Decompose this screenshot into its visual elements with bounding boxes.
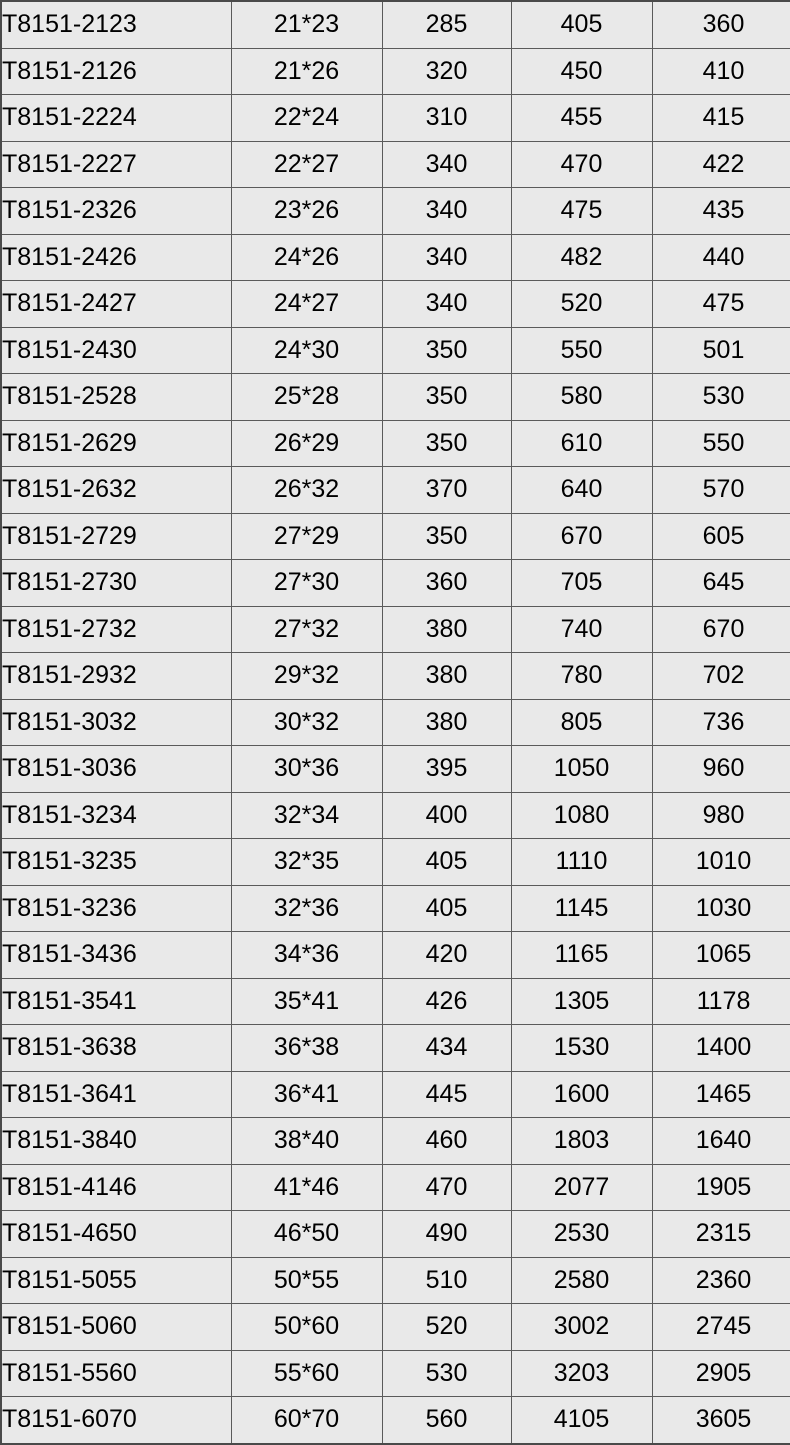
cell-value3: 1465: [652, 1071, 790, 1118]
cell-size: 22*27: [231, 141, 382, 188]
cell-value1: 340: [382, 188, 511, 235]
cell-value1: 470: [382, 1164, 511, 1211]
cell-size: 50*60: [231, 1304, 382, 1351]
cell-model: T8151-2126: [1, 48, 231, 95]
table-row: [1, 1211, 790, 1258]
table-row: [1, 792, 790, 839]
table-row: [1, 1164, 790, 1211]
cell-size: 22*24: [231, 95, 382, 142]
cell-model: T8151-2932: [1, 653, 231, 700]
cell-size: 38*40: [231, 1118, 382, 1165]
cell-value2: 610: [511, 420, 652, 467]
cell-value1: 395: [382, 746, 511, 793]
cell-size: 60*70: [231, 1397, 382, 1444]
cell-value1: 350: [382, 420, 511, 467]
cell-value1: 560: [382, 1397, 511, 1444]
cell-size: 21*23: [231, 1, 382, 48]
cell-value2: 740: [511, 606, 652, 653]
table-row: [1, 327, 790, 374]
cell-size: 30*32: [231, 699, 382, 746]
cell-value2: 1530: [511, 1025, 652, 1072]
cell-model: T8151-5560: [1, 1350, 231, 1397]
cell-model: T8151-2426: [1, 234, 231, 281]
cell-value2: 2530: [511, 1211, 652, 1258]
cell-value1: 340: [382, 141, 511, 188]
cell-value3: 605: [652, 513, 790, 560]
table-row: [1, 746, 790, 793]
table-row: [1, 48, 790, 95]
cell-model: T8151-2730: [1, 560, 231, 607]
cell-model: T8151-2326: [1, 188, 231, 235]
cell-value1: 460: [382, 1118, 511, 1165]
table-row: [1, 1, 790, 48]
table-row: [1, 234, 790, 281]
cell-value2: 780: [511, 653, 652, 700]
cell-value1: 434: [382, 1025, 511, 1072]
cell-value1: 350: [382, 327, 511, 374]
cell-model: T8151-2729: [1, 513, 231, 560]
cell-value3: 2315: [652, 1211, 790, 1258]
cell-value3: 415: [652, 95, 790, 142]
table-row: [1, 1350, 790, 1397]
table-row: [1, 1118, 790, 1165]
table-row: [1, 1025, 790, 1072]
cell-value3: 475: [652, 281, 790, 328]
cell-size: 24*27: [231, 281, 382, 328]
cell-value2: 450: [511, 48, 652, 95]
cell-size: 25*28: [231, 374, 382, 421]
cell-size: 36*38: [231, 1025, 382, 1072]
table-row: [1, 699, 790, 746]
cell-value2: 550: [511, 327, 652, 374]
table-row: [1, 932, 790, 979]
cell-model: T8151-4146: [1, 1164, 231, 1211]
table-row: [1, 281, 790, 328]
table-row: [1, 606, 790, 653]
cell-model: T8151-3032: [1, 699, 231, 746]
cell-value1: 530: [382, 1350, 511, 1397]
cell-value1: 445: [382, 1071, 511, 1118]
cell-value1: 310: [382, 95, 511, 142]
cell-value2: 805: [511, 699, 652, 746]
cell-value3: 670: [652, 606, 790, 653]
cell-value1: 370: [382, 467, 511, 514]
cell-value2: 670: [511, 513, 652, 560]
cell-size: 26*29: [231, 420, 382, 467]
cell-value2: 2077: [511, 1164, 652, 1211]
cell-value2: 470: [511, 141, 652, 188]
cell-value1: 490: [382, 1211, 511, 1258]
cell-size: 50*55: [231, 1257, 382, 1304]
table-row: [1, 1304, 790, 1351]
cell-value3: 410: [652, 48, 790, 95]
table-row: [1, 467, 790, 514]
cell-value1: 420: [382, 932, 511, 979]
cell-value3: 360: [652, 1, 790, 48]
cell-size: 23*26: [231, 188, 382, 235]
cell-model: T8151-3641: [1, 1071, 231, 1118]
cell-value3: 1065: [652, 932, 790, 979]
cell-value1: 380: [382, 606, 511, 653]
cell-value1: 360: [382, 560, 511, 607]
cell-value1: 350: [382, 513, 511, 560]
cell-value2: 1145: [511, 885, 652, 932]
cell-value3: 440: [652, 234, 790, 281]
cell-value2: 580: [511, 374, 652, 421]
cell-value3: 570: [652, 467, 790, 514]
cell-model: T8151-3235: [1, 839, 231, 886]
cell-size: 27*30: [231, 560, 382, 607]
cell-value3: 1030: [652, 885, 790, 932]
table-row: [1, 885, 790, 932]
cell-size: 55*60: [231, 1350, 382, 1397]
cell-value3: 530: [652, 374, 790, 421]
cell-model: T8151-2528: [1, 374, 231, 421]
cell-size: 34*36: [231, 932, 382, 979]
table-row: [1, 978, 790, 1025]
cell-size: 46*50: [231, 1211, 382, 1258]
cell-size: 21*26: [231, 48, 382, 95]
cell-size: 24*30: [231, 327, 382, 374]
cell-model: T8151-5060: [1, 1304, 231, 1351]
cell-value3: 960: [652, 746, 790, 793]
cell-value1: 340: [382, 281, 511, 328]
table-row: [1, 374, 790, 421]
cell-value3: 702: [652, 653, 790, 700]
table-row: [1, 513, 790, 560]
cell-value2: 1080: [511, 792, 652, 839]
cell-model: T8151-3840: [1, 1118, 231, 1165]
table-row: [1, 188, 790, 235]
cell-model: T8151-2632: [1, 467, 231, 514]
table-row: [1, 1071, 790, 1118]
cell-value3: 1178: [652, 978, 790, 1025]
cell-size: 32*36: [231, 885, 382, 932]
cell-value2: 1305: [511, 978, 652, 1025]
cell-model: T8151-3036: [1, 746, 231, 793]
cell-value2: 3002: [511, 1304, 652, 1351]
cell-size: 32*35: [231, 839, 382, 886]
cell-size: 27*29: [231, 513, 382, 560]
cell-value1: 405: [382, 839, 511, 886]
cell-size: 29*32: [231, 653, 382, 700]
table-row: [1, 141, 790, 188]
cell-value3: 1905: [652, 1164, 790, 1211]
cell-value1: 285: [382, 1, 511, 48]
cell-value3: 980: [652, 792, 790, 839]
cell-model: T8151-3236: [1, 885, 231, 932]
cell-value3: 550: [652, 420, 790, 467]
cell-size: 24*26: [231, 234, 382, 281]
cell-size: 27*32: [231, 606, 382, 653]
cell-model: T8151-3638: [1, 1025, 231, 1072]
cell-model: T8151-6070: [1, 1397, 231, 1444]
cell-value2: 405: [511, 1, 652, 48]
cell-value1: 380: [382, 699, 511, 746]
cell-model: T8151-3234: [1, 792, 231, 839]
table-body: [1, 1, 790, 1444]
cell-value3: 645: [652, 560, 790, 607]
cell-value3: 2905: [652, 1350, 790, 1397]
cell-size: 32*34: [231, 792, 382, 839]
cell-value2: 1165: [511, 932, 652, 979]
cell-value3: 1010: [652, 839, 790, 886]
table-row: [1, 653, 790, 700]
cell-model: T8151-2123: [1, 1, 231, 48]
cell-value1: 340: [382, 234, 511, 281]
cell-value2: 1803: [511, 1118, 652, 1165]
cell-value3: 501: [652, 327, 790, 374]
cell-value2: 2580: [511, 1257, 652, 1304]
cell-value3: 435: [652, 188, 790, 235]
cell-value2: 455: [511, 95, 652, 142]
cell-value3: 2745: [652, 1304, 790, 1351]
cell-value1: 426: [382, 978, 511, 1025]
cell-size: 35*41: [231, 978, 382, 1025]
cell-value2: 1050: [511, 746, 652, 793]
cell-value2: 520: [511, 281, 652, 328]
cell-value3: 3605: [652, 1397, 790, 1444]
cell-value2: 475: [511, 188, 652, 235]
cell-value2: 482: [511, 234, 652, 281]
cell-value2: 4105: [511, 1397, 652, 1444]
cell-value3: 2360: [652, 1257, 790, 1304]
cell-value1: 400: [382, 792, 511, 839]
cell-value3: 1400: [652, 1025, 790, 1072]
cell-model: T8151-2427: [1, 281, 231, 328]
cell-size: 30*36: [231, 746, 382, 793]
cell-value2: 705: [511, 560, 652, 607]
cell-value1: 520: [382, 1304, 511, 1351]
table-row: [1, 420, 790, 467]
cell-model: T8151-2732: [1, 606, 231, 653]
table-row: [1, 1257, 790, 1304]
cell-value1: 510: [382, 1257, 511, 1304]
cell-size: 36*41: [231, 1071, 382, 1118]
cell-value2: 1110: [511, 839, 652, 886]
cell-model: T8151-5055: [1, 1257, 231, 1304]
cell-value2: 640: [511, 467, 652, 514]
table-row: [1, 95, 790, 142]
cell-value1: 380: [382, 653, 511, 700]
cell-value2: 1600: [511, 1071, 652, 1118]
cell-model: T8151-3436: [1, 932, 231, 979]
table-row: [1, 839, 790, 886]
cell-value3: 1640: [652, 1118, 790, 1165]
cell-value1: 405: [382, 885, 511, 932]
cell-value3: 736: [652, 699, 790, 746]
cell-model: T8151-2227: [1, 141, 231, 188]
table-row: [1, 560, 790, 607]
cell-model: T8151-3541: [1, 978, 231, 1025]
cell-size: 41*46: [231, 1164, 382, 1211]
cell-value3: 422: [652, 141, 790, 188]
cell-value1: 350: [382, 374, 511, 421]
cell-value1: 320: [382, 48, 511, 95]
cell-model: T8151-2224: [1, 95, 231, 142]
table-row: [1, 1397, 790, 1444]
cell-size: 26*32: [231, 467, 382, 514]
cell-model: T8151-2629: [1, 420, 231, 467]
cell-model: T8151-4650: [1, 1211, 231, 1258]
cell-value2: 3203: [511, 1350, 652, 1397]
cell-model: T8151-2430: [1, 327, 231, 374]
